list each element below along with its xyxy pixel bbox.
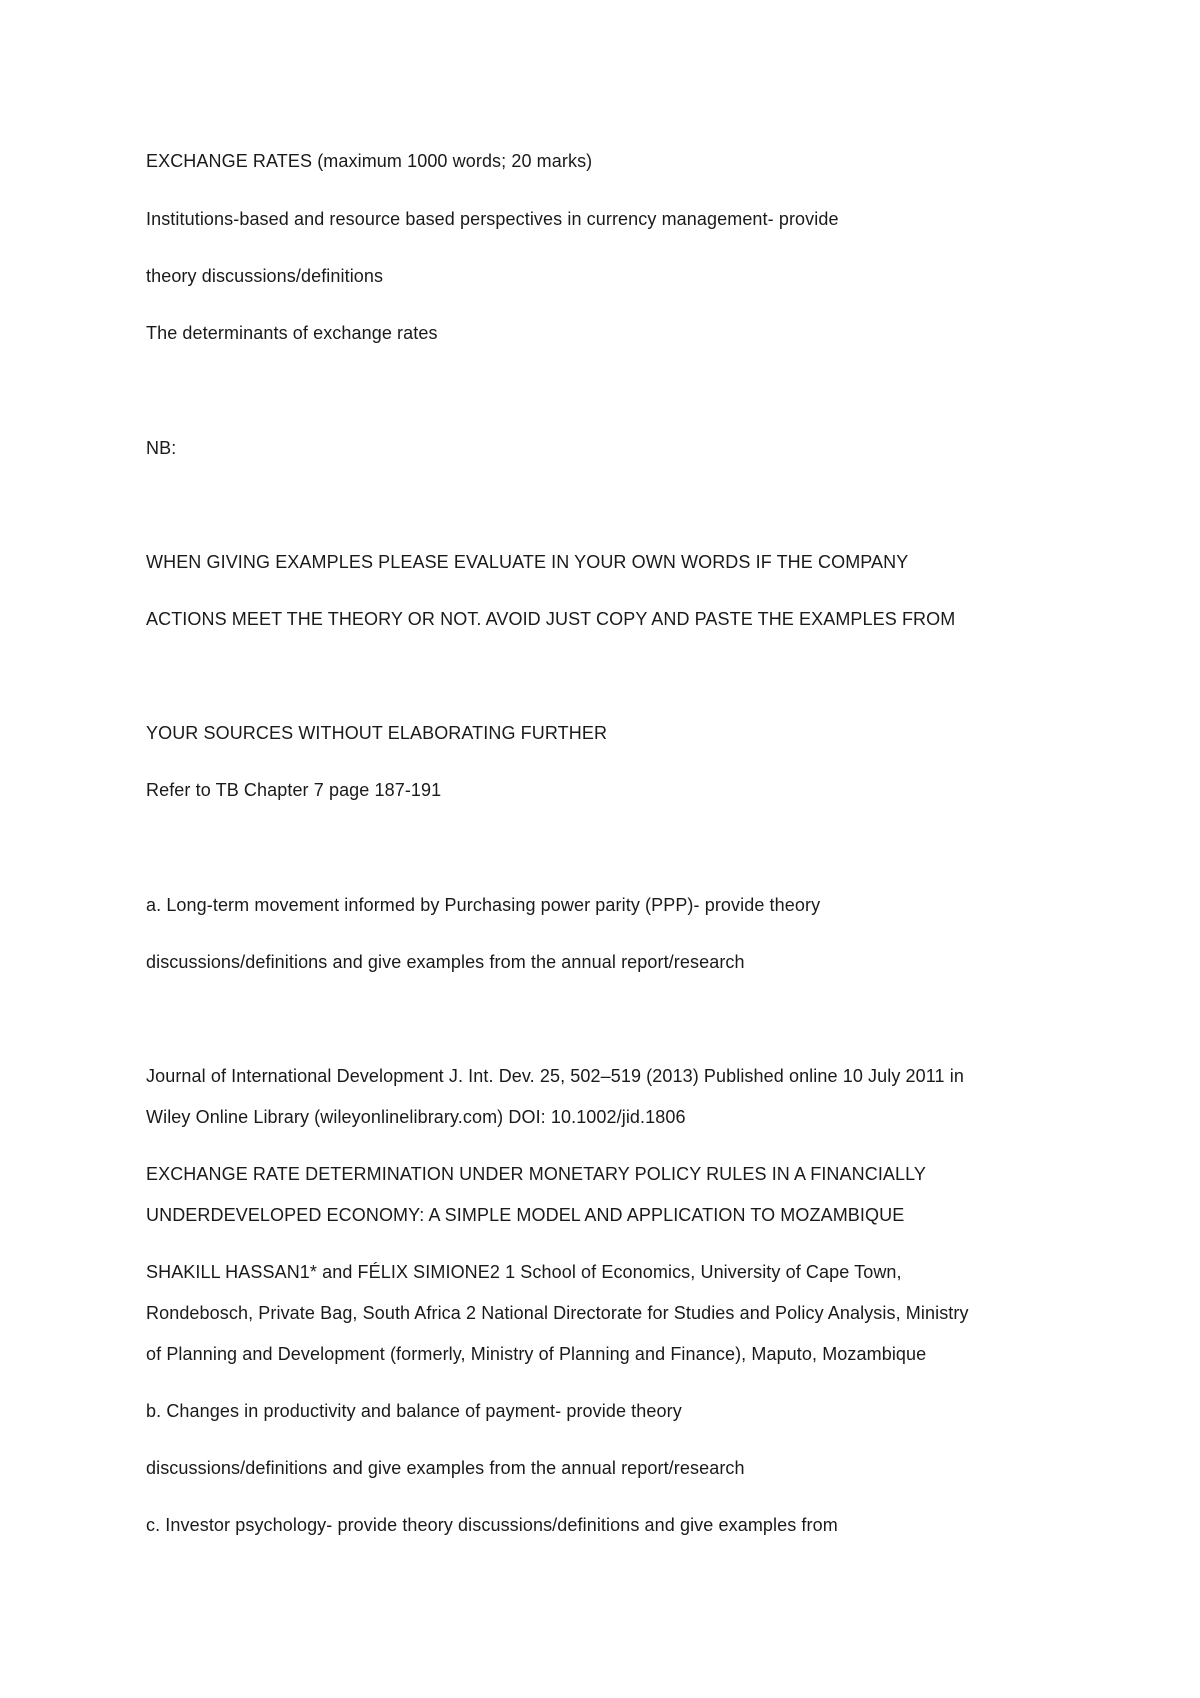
citation-line: Wiley Online Library (wileyonlinelibrary.com) DOI: 10.1002/jid.1806: [146, 1107, 686, 1127]
authors-line: Rondebosch, Private Bag, South Africa 2 National Directorate for Studies and Policy Analysis, Ministry: [146, 1303, 969, 1323]
authors-line: SHAKILL HASSAN1* and FÉLIX SIMIONE2 1 School of Economics, University of Cape Town,: [146, 1262, 902, 1282]
item-b-line: b. Changes in productivity and balance of payment- provide theory: [146, 1401, 682, 1421]
article-title-line: UNDERDEVELOPED ECONOMY: A SIMPLE MODEL AND APPLICATION TO MOZAMBIQUE: [146, 1205, 905, 1225]
item-b-line: discussions/definitions and give examples from the annual report/research: [146, 1458, 745, 1478]
item-a-line: a. Long-term movement informed by Purchasing power parity (PPP)- provide theory: [146, 895, 821, 915]
assignment-heading: EXCHANGE RATES (maximum 1000 words; 20 marks): [146, 151, 593, 171]
intro-line: theory discussions/definitions: [146, 266, 384, 286]
warning-line: YOUR SOURCES WITHOUT ELABORATING FURTHER: [146, 723, 608, 743]
item-a-line: discussions/definitions and give examples from the annual report/research: [146, 952, 745, 972]
citation-line: Journal of International Development J. Int. Dev. 25, 502–519 (2013) Published online 10 July 2011 in: [146, 1066, 964, 1086]
warning-line: ACTIONS MEET THE THEORY OR NOT. AVOID JUST COPY AND PASTE THE EXAMPLES FROM: [146, 609, 956, 629]
warning-line: WHEN GIVING EXAMPLES PLEASE EVALUATE IN YOUR OWN WORDS IF THE COMPANY: [146, 552, 909, 572]
intro-line: The determinants of exchange rates: [146, 323, 438, 343]
authors-line: of Planning and Development (formerly, Ministry of Planning and Finance), Maputo, Mozambique: [146, 1344, 927, 1364]
item-c-line: c. Investor psychology- provide theory discussions/definitions and give examples from: [146, 1515, 838, 1535]
intro-line: Institutions-based and resource based perspectives in currency management- provide: [146, 209, 839, 229]
article-title-line: EXCHANGE RATE DETERMINATION UNDER MONETARY POLICY RULES IN A FINANCIALLY: [146, 1164, 927, 1184]
nb-label: NB:: [146, 438, 177, 458]
textbook-reference: Refer to TB Chapter 7 page 187-191: [146, 780, 442, 800]
